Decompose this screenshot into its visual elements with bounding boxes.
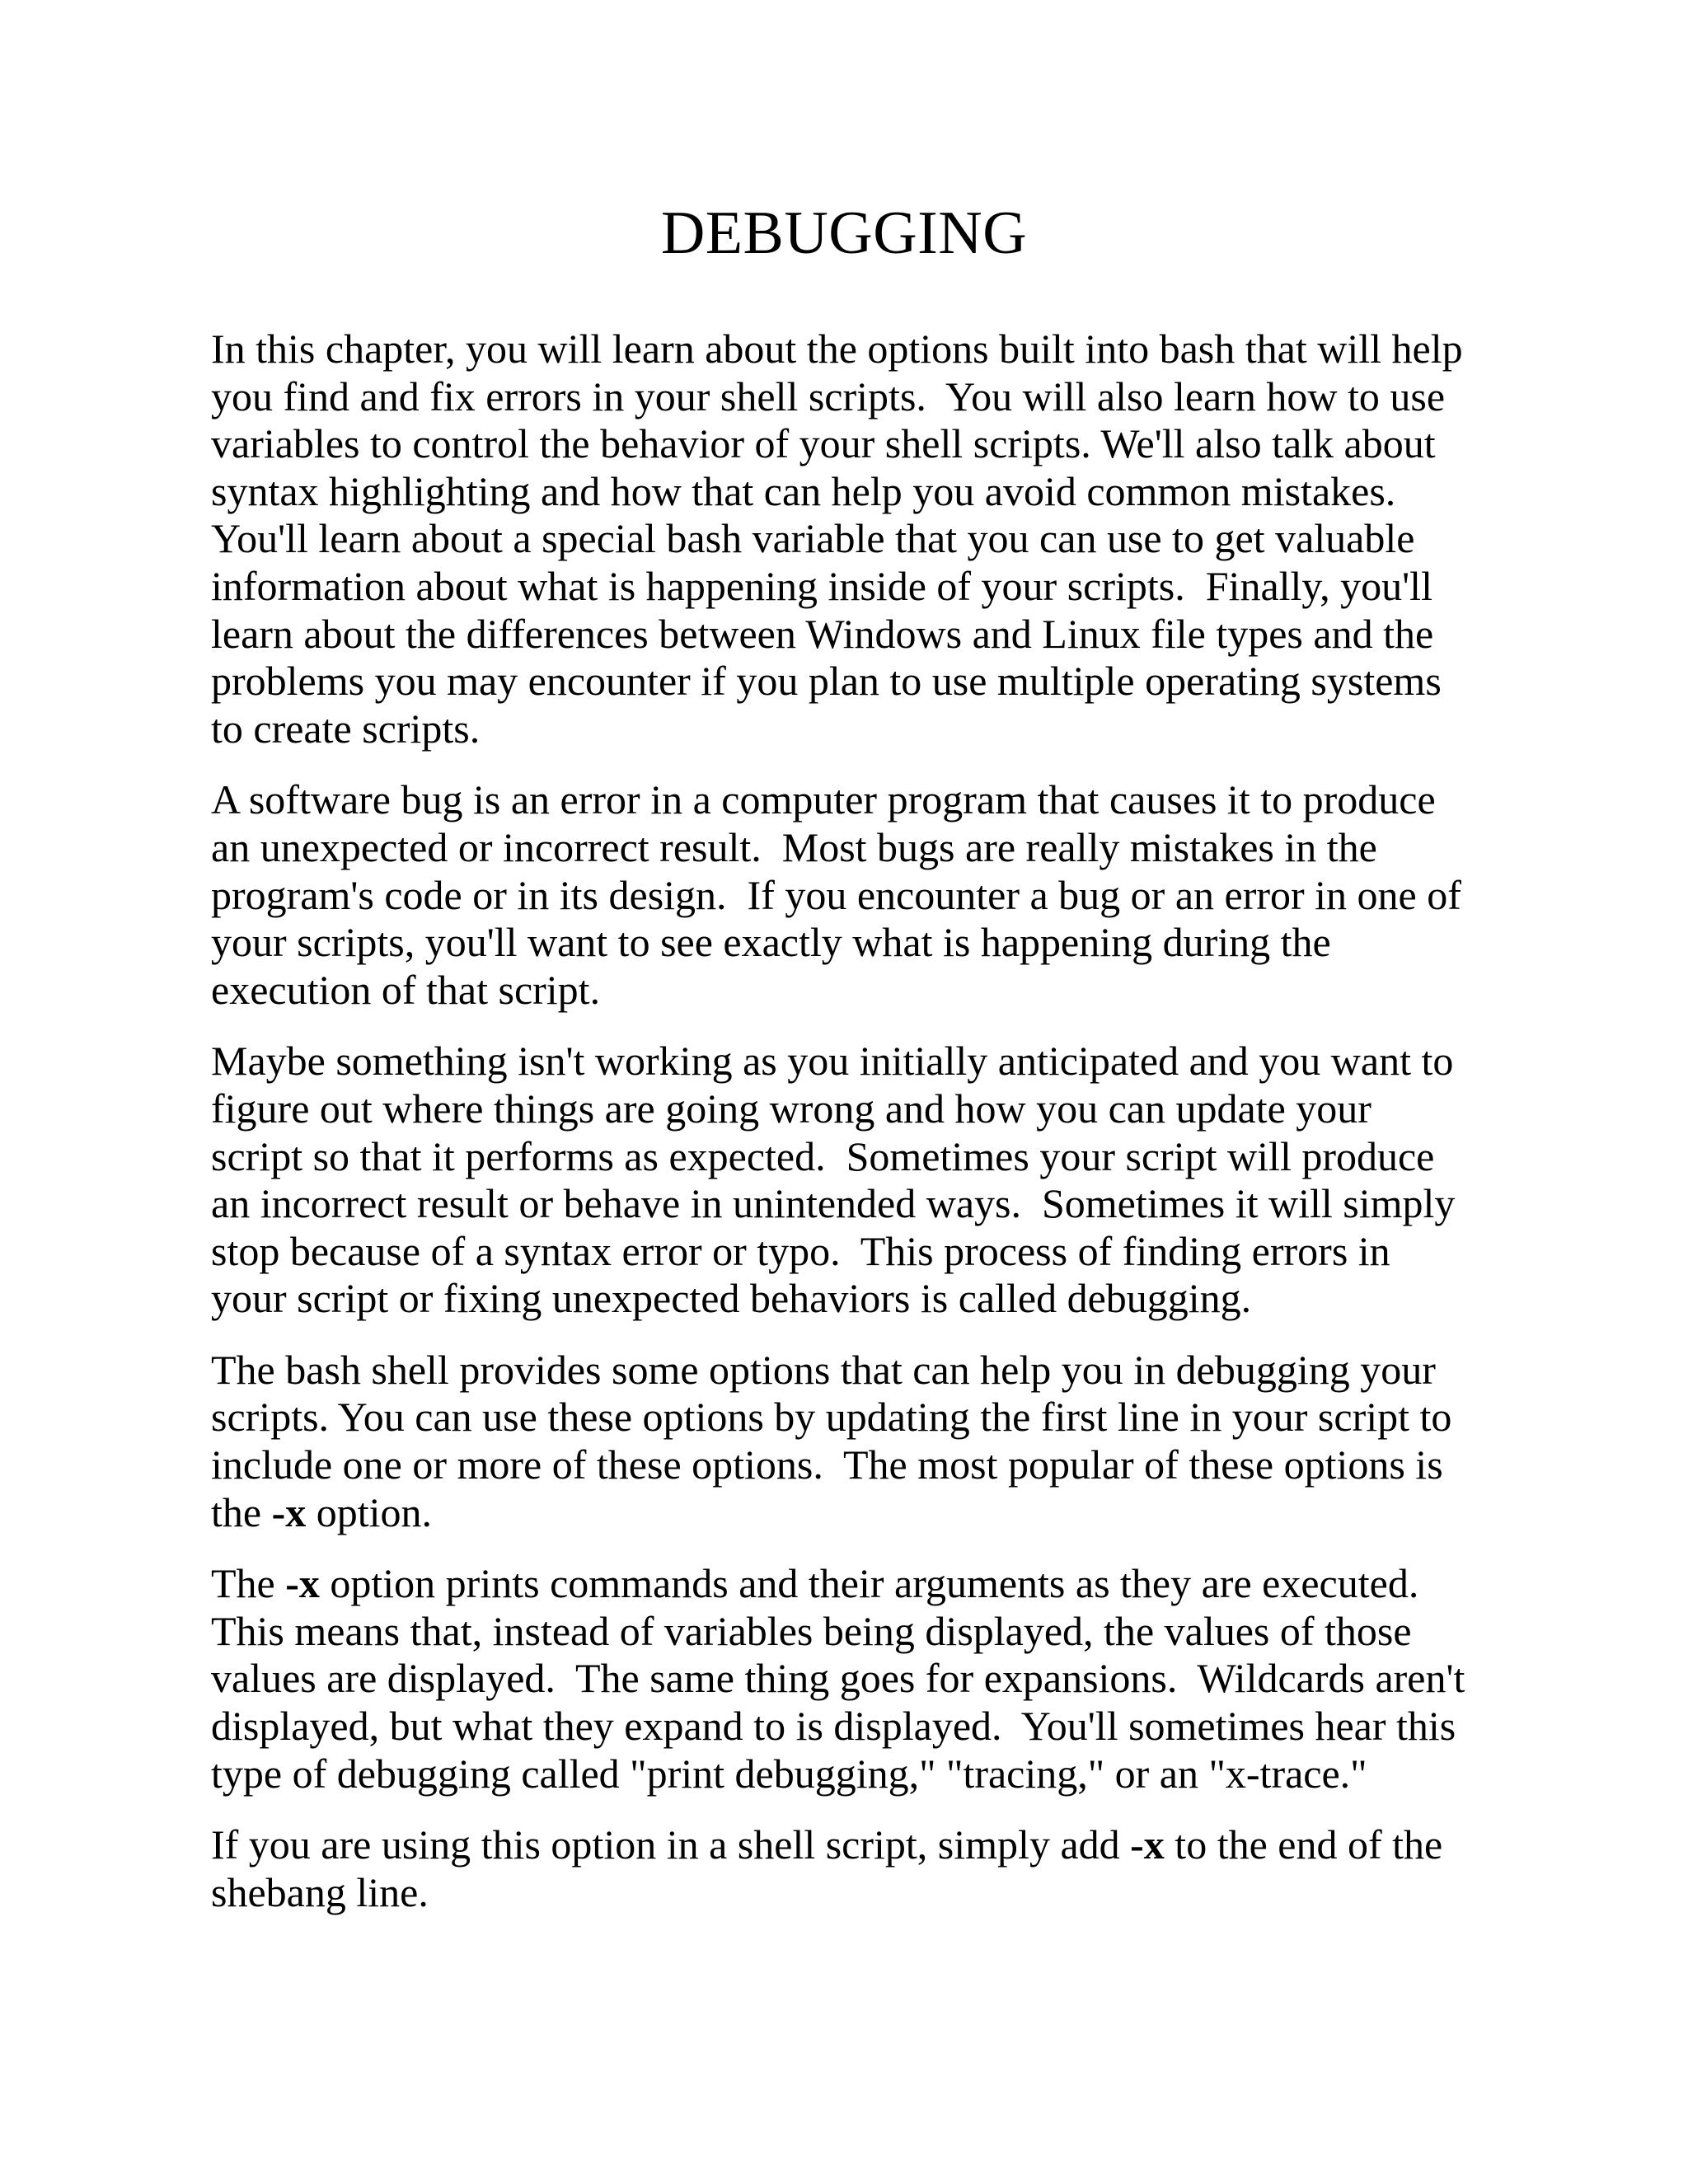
text-line: type of debugging called "print debugging," "tracing," or an "x-trace." <box>211 1750 1367 1797</box>
text-line: you find and fix errors in your shell scripts. You will also learn how to use <box>211 373 1446 419</box>
text-segment: If you are using this option in a shell script, simply add <box>211 1821 1131 1868</box>
text-line: an incorrect result or behave in unintended ways. Sometimes it will simply <box>211 1180 1456 1227</box>
text-line: figure out where things are going wrong and how you can update your <box>211 1085 1372 1132</box>
option-flag: -x <box>1130 1821 1165 1868</box>
paragraph-x-option <box>211 1560 1497 1797</box>
paragraph-intro <box>211 326 1497 752</box>
text-line: The bash shell provides some options that can help you in debugging your <box>211 1346 1436 1393</box>
text-line: your scripts, you'll want to see exactly what is happening during the <box>211 919 1331 966</box>
text-line: Maybe something isn't working as you initially anticipated and you want to <box>211 1038 1454 1085</box>
paragraph-shebang <box>211 1821 1497 1916</box>
text-line: shebang line. <box>211 1868 429 1915</box>
text-line: information about what is happening inside of your scripts. Finally, you'll <box>211 562 1432 609</box>
paragraph-software-bug <box>211 776 1497 1014</box>
text-segment: to the end of the <box>1164 1821 1443 1868</box>
text-line: script so that it performs as expected. Sometimes your script will produce <box>211 1132 1435 1179</box>
text-line <box>211 1821 1497 1869</box>
text-line: problems you may encounter if you plan to use multiple operating systems <box>211 658 1442 705</box>
text-line: to create scripts. <box>211 705 481 752</box>
text-segment: option prints commands and their arguments as they are executed. <box>319 1560 1419 1607</box>
text-line: program's code or in its design. If you encounter a bug or an error in one of <box>211 871 1461 918</box>
text-line: You'll learn about a special bash variable that you can use to get valuable <box>211 515 1415 562</box>
paragraph-debugging-process <box>211 1038 1497 1323</box>
text-line: syntax highlighting and how that can help you avoid common mistakes. <box>211 467 1396 514</box>
text-line: A software bug is an error in a computer program that causes it to produce <box>211 776 1436 823</box>
text-line <box>211 1560 1497 1608</box>
option-flag: -x <box>285 1560 320 1607</box>
text-segment: option. <box>306 1488 433 1535</box>
paragraph-bash-options <box>211 1347 1497 1536</box>
option-flag: -x <box>271 1488 307 1535</box>
text-line: displayed, but what they expand to is displayed. You'll sometimes hear this <box>211 1703 1456 1750</box>
text-line: This means that, instead of variables being displayed, the values of those <box>211 1607 1412 1654</box>
text-line: execution of that script. <box>211 966 601 1013</box>
text-line: stop because of a syntax error or typo. This process of finding errors in <box>211 1227 1390 1274</box>
text-segment: the <box>211 1488 272 1535</box>
text-line: scripts. You can use these options by updating the first line in your script to <box>211 1394 1452 1441</box>
text-segment: The <box>211 1560 286 1607</box>
page-title: DEBUGGING <box>660 199 1028 267</box>
text-line: In this chapter, you will learn about the options built into bash that will help <box>211 326 1463 372</box>
text-line: an unexpected or incorrect result. Most bugs are really mistakes in the <box>211 823 1377 870</box>
text-line: learn about the differences between Windows and Linux file types and the <box>211 610 1434 657</box>
body-text <box>211 326 1497 1940</box>
text-line: your script or fixing unexpected behaviors is called debugging. <box>211 1275 1252 1322</box>
text-line <box>211 1489 1497 1537</box>
text-line: values are displayed. The same thing goes for expansions. Wildcards aren't <box>211 1655 1465 1702</box>
text-line: variables to control the behavior of your shell scripts. We'll also talk about <box>211 420 1436 467</box>
text-line: include one or more of these options. The most popular of these options is <box>211 1441 1443 1488</box>
